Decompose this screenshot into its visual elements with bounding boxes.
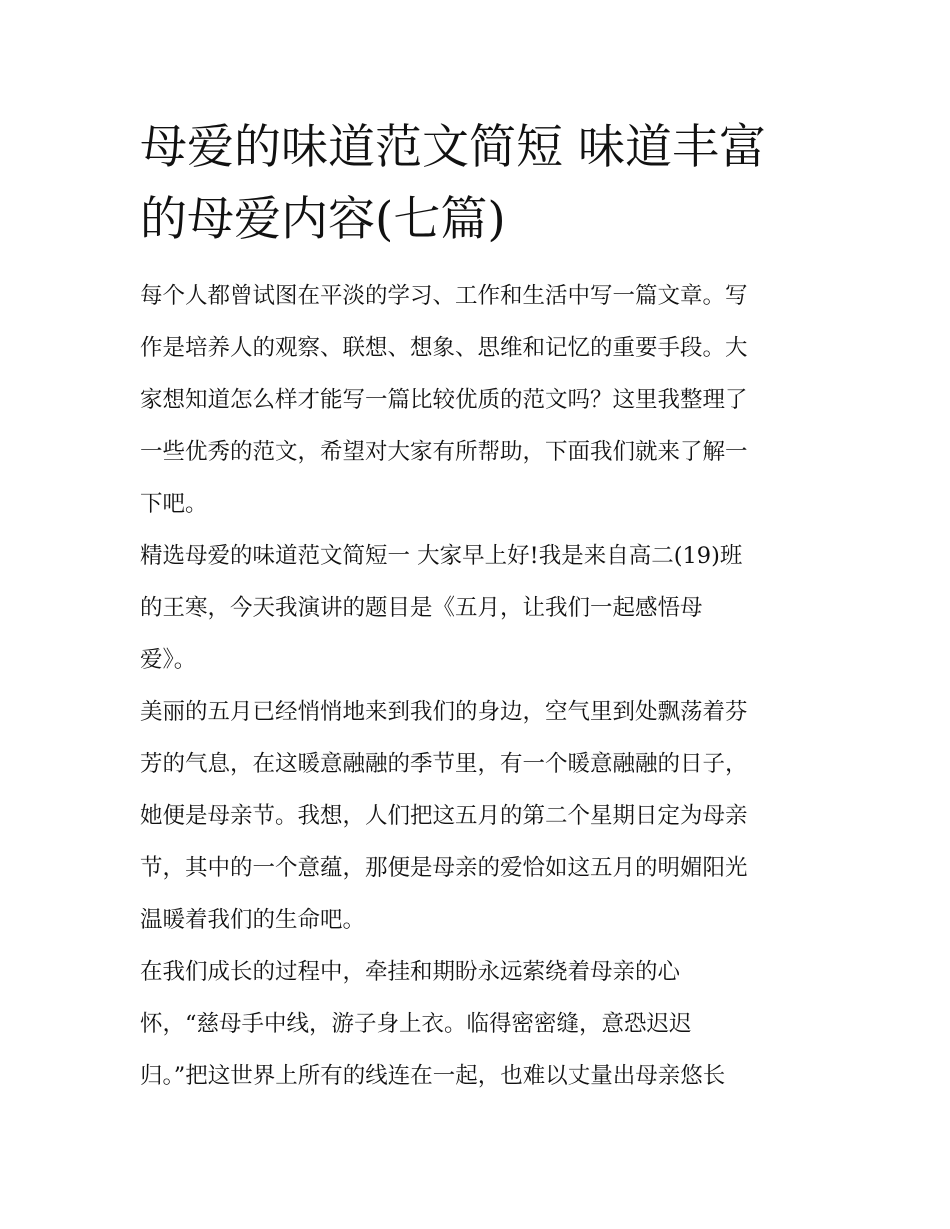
text-line: 怀，“慈母手中线，游子身上衣。临得密密缝，意恐迟迟 — [140, 1011, 692, 1037]
text-line: 爱》。 — [140, 647, 197, 673]
text-line: 节，其中的一个意蕴，那便是母亲的爱恰如这五月的明媚阳光 — [140, 855, 748, 881]
text-line: 一些优秀的范文，希望对大家有所帮助，下面我们就来了解一 — [140, 439, 748, 465]
text-line: 美丽的五月已经悄悄地来到我们的身边，空气里到处飘荡着芬 — [140, 699, 748, 725]
text-line: 芳的气息，在这暖意融融的季节里，有一个暖意融融的日子， — [140, 751, 748, 777]
document-title — [140, 112, 820, 256]
text-line: 家想知道怎么样才能写一篇比较优质的范文吗？这里我整理了 — [140, 387, 748, 413]
text-line: 温暖着我们的生命吧。 — [140, 907, 366, 933]
paragraph-intro — [140, 270, 820, 530]
document-body — [140, 270, 820, 1102]
text-line: 归。”把这世界上所有的线连在一起，也难以丈量出母亲悠长 — [140, 1063, 726, 1089]
text-line: 精选母爱的味道范文简短一 大家早上好!我是来自高二(19)班 — [140, 543, 743, 569]
paragraph-growing-up — [140, 946, 820, 1102]
title-line: 母爱的味道范文简短 味道丰富 — [140, 120, 766, 175]
paragraph-speech-opening — [140, 530, 820, 686]
text-line: 她便是母亲节。我想，人们把这五月的第二个星期日定为母亲 — [140, 803, 748, 829]
title-line: 的母爱内容(七篇) — [140, 192, 506, 247]
text-line: 在我们成长的过程中，牵挂和期盼永远萦绕着母亲的心 — [140, 959, 681, 985]
text-line: 作是培养人的观察、联想、想象、思维和记忆的重要手段。大 — [140, 335, 748, 361]
text-line: 的王寒，今天我演讲的题目是《五月，让我们一起感悟母 — [140, 595, 703, 621]
paragraph-may — [140, 686, 820, 946]
document-page — [140, 112, 820, 1102]
text-line: 每个人都曾试图在平淡的学习、工作和生活中写一篇文章。写 — [140, 283, 748, 309]
text-line: 下吧。 — [140, 491, 208, 517]
